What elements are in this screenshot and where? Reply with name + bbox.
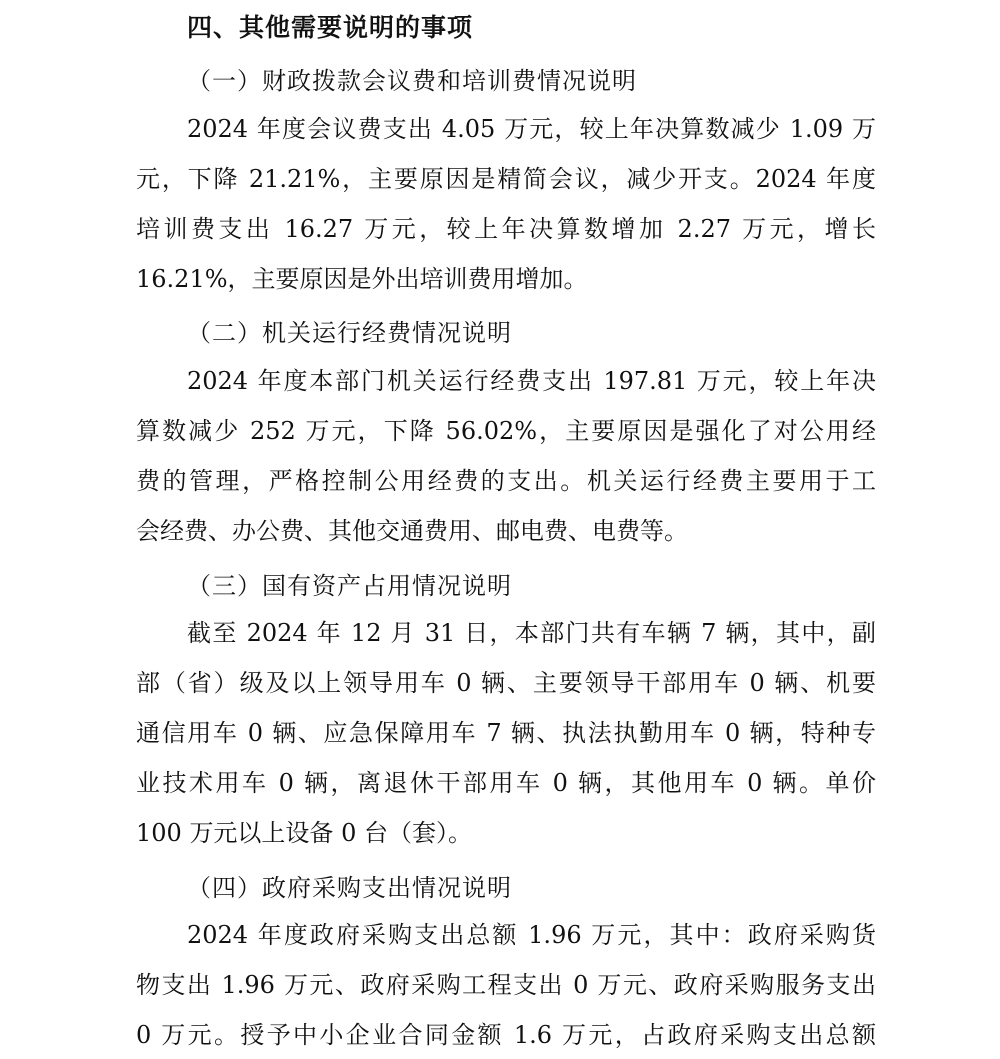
paragraph-line: 物支出 1.96 万元、政府采购工程支出 0 万元、政府采购服务支出 [136,971,876,999]
subsection-title-state-assets: （三）国有资产占用情况说明 [187,572,512,600]
paragraph-line: 100 万元以上设备 0 台（套）。 [136,819,472,847]
paragraph-line: 会经费、办公费、其他交通费用、邮电费、电费等。 [136,517,688,545]
paragraph-line: 业技术用车 0 辆，离退休干部用车 0 辆，其他用车 0 辆。单价 [136,769,876,797]
subsection-title-operating-expenses: （二）机关运行经费情况说明 [187,319,512,347]
paragraph-line: 2024 年度本部门机关运行经费支出 197.81 万元，较上年决 [187,367,876,395]
subsection-title-government-procurement: （四）政府采购支出情况说明 [187,874,512,902]
paragraph-line: 算数减少 252 万元，下降 56.02%，主要原因是强化了对公用经 [136,417,876,445]
paragraph-line: 部（省）级及以上领导用车 0 辆、主要领导干部用车 0 辆、机要 [136,669,876,697]
subsection-title-meeting-training: （一）财政拨款会议费和培训费情况说明 [187,67,637,95]
paragraph-line: 通信用车 0 辆、应急保障用车 7 辆、执法执勤用车 0 辆，特种专 [136,719,876,747]
paragraph-line: 截至 2024 年 12 月 31 日，本部门共有车辆 7 辆，其中，副 [187,619,876,647]
paragraph-line: 2024 年度政府采购支出总额 1.96 万元，其中：政府采购货 [187,921,876,949]
paragraph-line: 16.21%，主要原因是外出培训费用增加。 [136,265,588,293]
paragraph-line: 元，下降 21.21%，主要原因是精简会议，减少开支。2024 年度 [136,165,876,193]
paragraph-line: 费的管理，严格控制公用经费的支出。机关运行经费主要用于工 [136,467,876,495]
paragraph-line: 培训费支出 16.27 万元，较上年决算数增加 2.27 万元，增长 [136,215,876,243]
paragraph-line: 0 万元。授予中小企业合同金额 1.6 万元，占政府采购支出总额 [136,1021,876,1049]
section-heading: 四、其他需要说明的事项 [187,13,474,42]
paragraph-line: 2024 年度会议费支出 4.05 万元，较上年决算数减少 1.09 万 [187,115,876,143]
